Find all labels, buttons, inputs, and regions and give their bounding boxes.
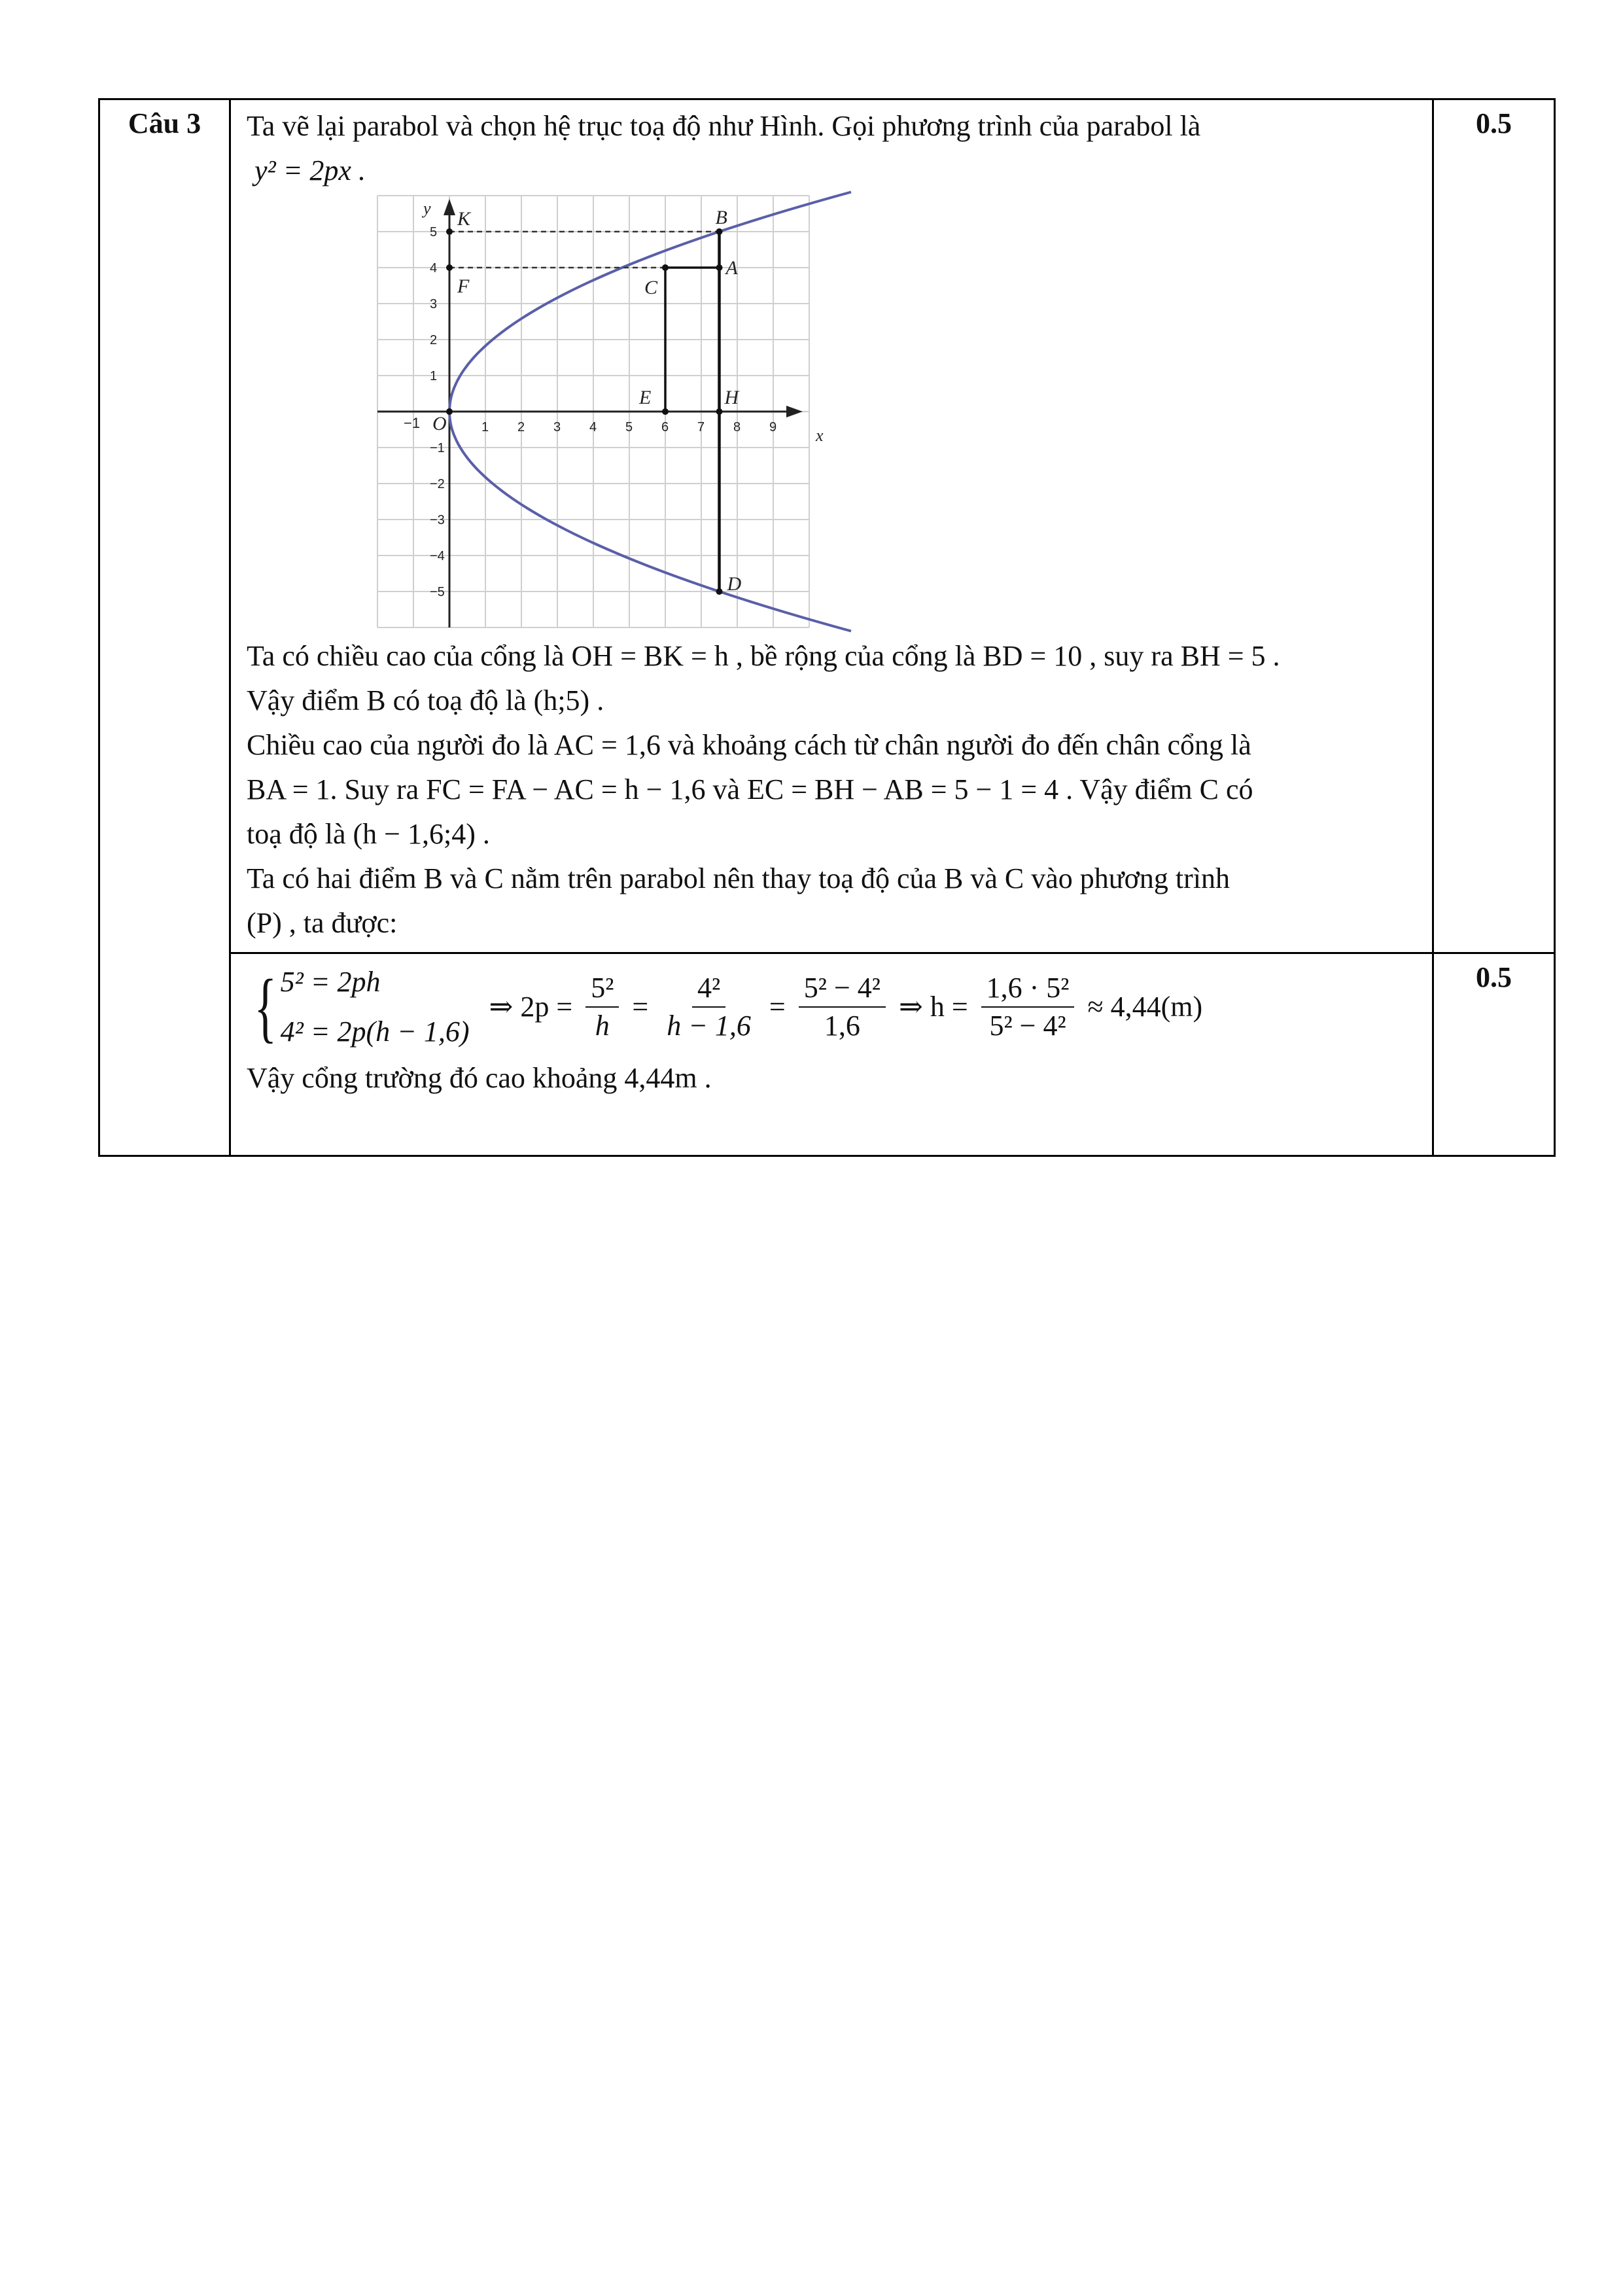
label-f: F (457, 275, 470, 297)
point-e (662, 408, 669, 415)
x-tick-label: 4 (589, 420, 597, 434)
fraction-2: $\frac{\text{4²}}{h - 1,6}$ (661, 970, 756, 1044)
x-tick-label: 7 (697, 420, 705, 434)
parabola-lower-branch (449, 412, 851, 631)
label-k: K (457, 208, 471, 230)
para-point-b: Vậy điểm B có toạ độ là (h;5) . (247, 684, 604, 716)
y-tick-label: 4 (430, 261, 438, 275)
x-tick-label: 8 (733, 420, 741, 434)
point-b (716, 228, 723, 235)
point-k (446, 228, 453, 235)
x-tick-label: 9 (769, 420, 777, 434)
y-axis-arrow (444, 199, 455, 215)
x-tick-label: 3 (553, 420, 561, 434)
para-we-get: (P) , ta được: (247, 907, 398, 939)
label-d: D (727, 573, 742, 595)
score-2: 0.5 (1433, 953, 1555, 1156)
point-a (716, 264, 723, 271)
equals-2: = (769, 991, 786, 1023)
y-tick-label: −1 (430, 441, 445, 455)
score-1: 0.5 (1433, 99, 1555, 953)
x-tick-label: 6 (661, 420, 669, 434)
fraction-3: $\frac{\text{5² − 4²}}{1,6}$ (799, 970, 886, 1044)
point-f (446, 264, 453, 271)
system-line-1: 5² = 2ph (280, 966, 381, 998)
implies-h: ⇒ h = (898, 991, 968, 1023)
equals-1: = (632, 991, 649, 1023)
point-d (716, 588, 723, 595)
equation-system (247, 960, 470, 1054)
y-tick-label: −2 (430, 477, 445, 491)
label-c: C (644, 277, 658, 298)
para-substitute: Ta có hai điểm B và C nằm trên parabol nên thay toạ độ của B và C vào phương trình (247, 862, 1230, 894)
implies-2p: ⇒ 2p = (489, 991, 573, 1023)
parabola-upper-branch (449, 192, 851, 412)
x-axis-label: x (816, 426, 824, 445)
para-fc-ec: BA = 1. Suy ra FC = FA − AC = h − 1,6 và EC = BH − AB = 5 − 1 = 4 . Vậy điểm C có (247, 773, 1253, 805)
label-h: H (724, 387, 739, 408)
y-tick-label: 3 (430, 297, 438, 311)
fraction-1: $\frac{\text{5²}}{h}$ (585, 970, 619, 1044)
parabola-graph (377, 196, 824, 627)
x-tick-label: 1 (481, 420, 489, 434)
intro-text: Ta vẽ lại parabol và chọn hệ trục toạ độ như Hình. Gọi phương trình của parabol là (247, 110, 1201, 142)
label-a: A (725, 257, 738, 279)
point-c (662, 264, 669, 271)
label-o: O (432, 413, 447, 434)
figure-labels (404, 199, 824, 599)
intro-equation: y² = 2px . (254, 154, 366, 186)
x-tick-label: 2 (517, 420, 525, 434)
y-tick-label: −3 (430, 513, 445, 527)
question-label: Câu 3 (99, 99, 230, 1156)
y-tick-label: 5 (430, 225, 438, 239)
solution-table (98, 98, 1556, 1157)
approx-result: ≈ 4,44(m) (1087, 991, 1203, 1023)
y-tick-label: −5 (430, 585, 445, 599)
neg-one-label: −1 (404, 415, 421, 431)
fraction-4: $\frac{\text{1,6 · 5²}}{\text{5² − 4²}}$ (981, 970, 1075, 1044)
label-e: E (639, 387, 652, 408)
x-tick-label: 5 (625, 420, 633, 434)
equation-row (247, 958, 1420, 1056)
system-brace: { (254, 963, 277, 1050)
para-height-width: Ta có chiều cao của cổng là OH = BK = h , bề rộng của cổng là BD = 10 , suy ra BH = 5 . (247, 640, 1280, 672)
solution-part-1 (230, 99, 1433, 953)
solution-part-2 (230, 953, 1433, 1156)
point-h (716, 408, 723, 415)
point-o (446, 408, 453, 415)
y-tick-label: −4 (430, 549, 445, 563)
para-person-height: Chiều cao của người đo là AC = 1,6 và khoảng cách từ chân người đo đến chân cổng là (247, 729, 1251, 761)
y-tick-label: 1 (430, 369, 438, 383)
parabola-figure (377, 196, 824, 627)
label-b: B (715, 207, 727, 228)
system-line-2: 4² = 2p(h − 1,6) (280, 1016, 470, 1048)
x-axis-arrow (786, 406, 803, 417)
para-point-c: toạ độ là (h − 1,6;4) . (247, 818, 490, 850)
y-axis-label: y (423, 199, 431, 218)
y-tick-label: 2 (430, 333, 438, 347)
conclusion: Vậy cổng trường đó cao khoảng 4,44m . (247, 1062, 712, 1094)
